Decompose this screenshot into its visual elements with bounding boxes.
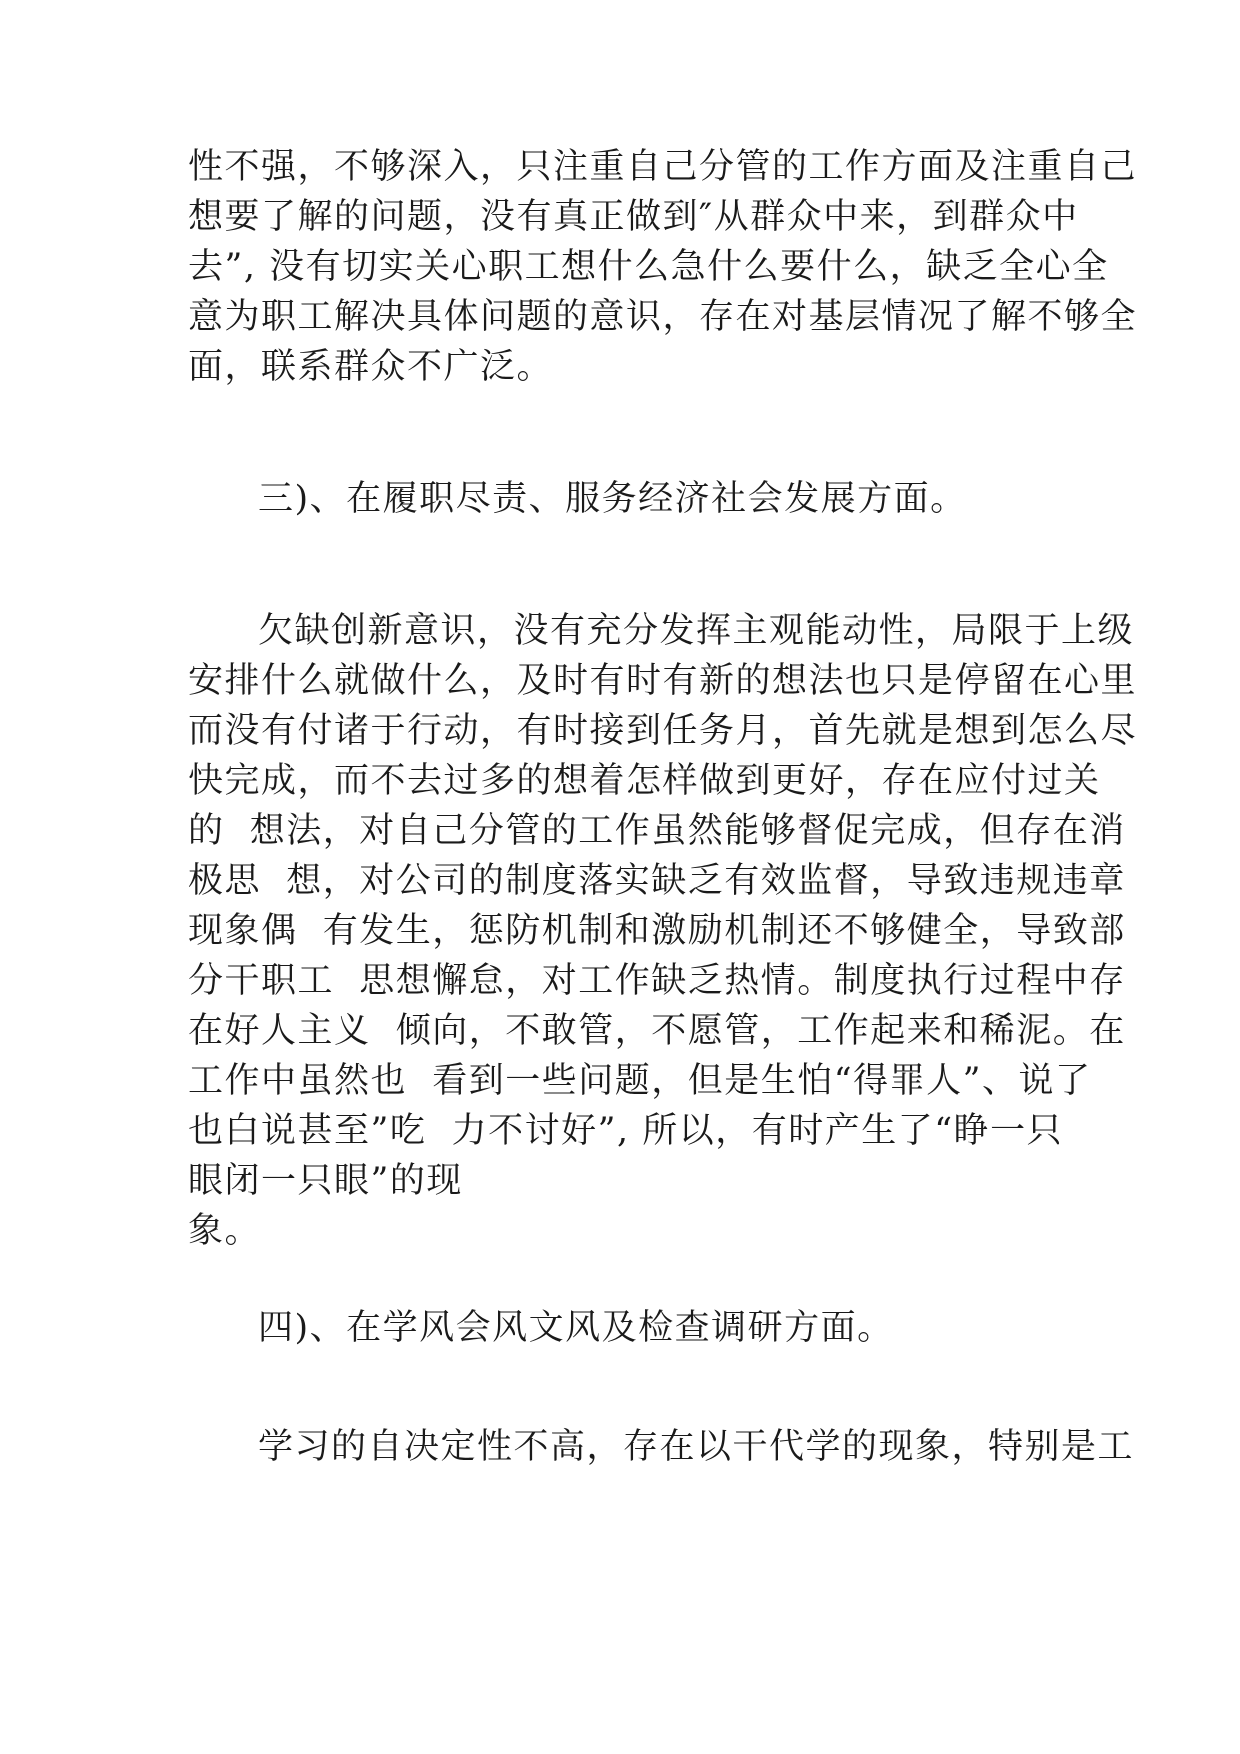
paragraph-1-line: 性不强，不够深入，只注重自己分管的工作方面及注重自己	[188, 147, 1138, 187]
paragraph-2-line: 在好人主义 倾向，不敢管，不愿管，工作起来和稀泥。在	[188, 1011, 1126, 1051]
paragraph-1-line: 意为职工解决具体问题的意识，存在对基层情况了解不够全	[188, 297, 1138, 337]
paragraph-2-line: 安排什么就做什么，及时有时有新的想法也只是停留在心里	[188, 661, 1138, 701]
paragraph-2-line: 极思 想，对公司的制度落实缺乏有效监督，导致违规违章	[188, 861, 1126, 901]
paragraph-2-line: 而没有付诸于行动，有时接到任务月，首先就是想到怎么尽	[188, 711, 1138, 751]
paragraph-2-line: 快完成，而不去过多的想着怎样做到更好，存在应付过关	[188, 761, 1101, 801]
paragraph-2-line: 欠缺创新意识，没有充分发挥主观能动性，局限于上级	[258, 611, 1135, 651]
section-heading-3: 三)、在履职尽责、服务经济社会发展方面。	[258, 479, 967, 519]
paragraph-2-line: 象。	[188, 1211, 262, 1251]
paragraph-2-line: 的 想法，对自己分管的工作虽然能够督促完成，但存在消	[188, 811, 1126, 851]
paragraph-2-line: 分干职工 思想懈怠，对工作缺乏热情。制度执行过程中存	[188, 961, 1126, 1001]
paragraph-1-line: 面，联系群众不广泛。	[188, 347, 554, 387]
paragraph-1-line: 去”, 没有切实关心职工想什么急什么要什么，缺乏全心全	[188, 247, 1109, 287]
paragraph-2-line: 现象偶 有发生，惩防机制和激励机制还不够健全，导致部	[188, 911, 1126, 951]
paragraph-2-line: 工作中虽然也 看到一些问题，但是生怕“得罪人”、说了	[188, 1061, 1092, 1101]
paragraph-2-line: 眼闭一只眼”的现	[188, 1161, 463, 1201]
paragraph-3-line: 学习的自决定性不高，存在以干代学的现象，特别是工	[258, 1427, 1135, 1467]
section-heading-4: 四)、在学风会风文风及检查调研方面。	[258, 1308, 894, 1348]
paragraph-1-line: 想要了解的问题，没有真正做到″从群众中来，到群众中	[188, 197, 1079, 237]
paragraph-2-line: 也白说甚至”吃 力不讨好”, 所以，有时产生了“睁一只	[188, 1111, 1064, 1151]
